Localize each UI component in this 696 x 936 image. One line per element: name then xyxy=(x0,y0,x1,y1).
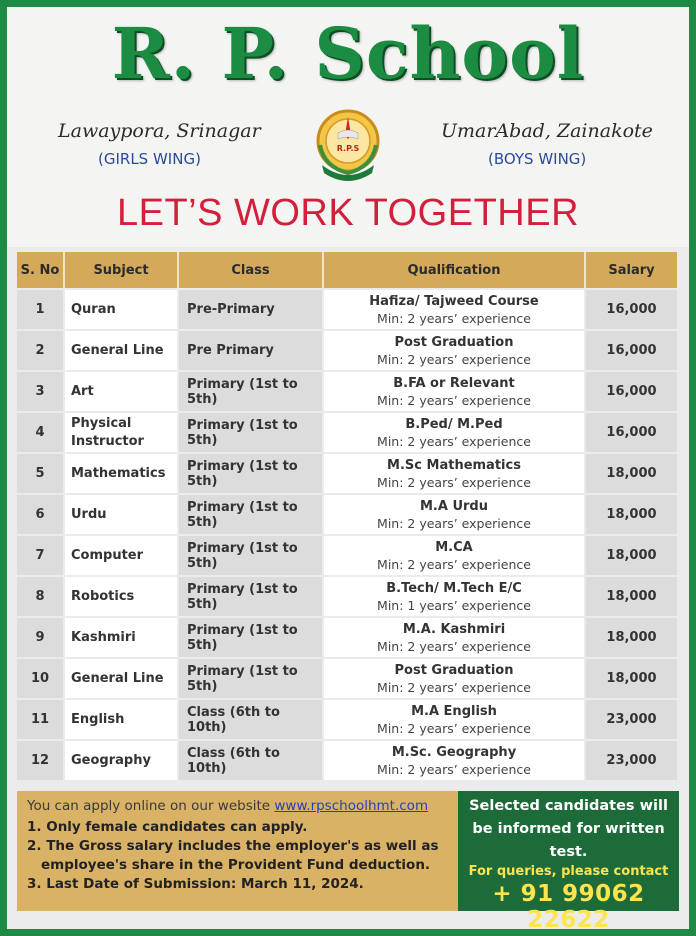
cell-sno: 10 xyxy=(17,659,65,698)
right-wing: (BOYS WING) xyxy=(488,150,587,168)
cell-subject: Art xyxy=(65,372,179,411)
cell-qualification xyxy=(324,700,586,739)
table-row xyxy=(17,618,677,657)
experience-text: Min: 2 years’ experience xyxy=(377,638,531,654)
cell-salary: 18,000 xyxy=(586,454,677,493)
cell-qualification xyxy=(324,290,586,329)
rule-item: 2. The Gross salary includes the employer's as well as employee's share in the Provident Fund deduction. xyxy=(27,838,439,873)
header-qualification: Qualification xyxy=(324,252,586,288)
qualification-text: B.FA or Relevant xyxy=(393,375,515,391)
table-row xyxy=(17,290,677,329)
header-sno: S. No xyxy=(17,252,65,288)
qualification-text: M.Sc Mathematics xyxy=(387,457,521,473)
table-header-row xyxy=(17,252,677,288)
cell-subject: English xyxy=(65,700,179,739)
rule-item: 3. Last Date of Submission: March 11, 2024. xyxy=(27,876,364,892)
cell-class: Primary (1st to 5th) xyxy=(179,577,324,616)
logo-text: R.P.S xyxy=(336,144,360,153)
apply-text: You can apply online on our website xyxy=(27,798,271,814)
cell-class: Pre Primary xyxy=(179,331,324,370)
cell-salary: 23,000 xyxy=(586,741,677,780)
contact-phone[interactable]: + 91 99062 22622 xyxy=(492,881,645,933)
contact-box xyxy=(458,791,679,933)
cell-class: Primary (1st to 5th) xyxy=(179,454,324,493)
qualification-text: M.CA xyxy=(435,539,473,555)
qualification-text: M.Sc. Geography xyxy=(391,744,517,760)
experience-text: Min: 2 years’ experience xyxy=(377,556,531,572)
cell-class: Primary (1st to 5th) xyxy=(179,536,324,575)
cell-sno: 9 xyxy=(17,618,65,657)
header-subject: Subject xyxy=(65,252,179,288)
cell-salary: 16,000 xyxy=(586,413,677,452)
table-row xyxy=(17,454,677,493)
cell-salary: 18,000 xyxy=(586,659,677,698)
rules-list xyxy=(27,818,448,894)
experience-text: Min: 2 years’ experience xyxy=(377,761,531,777)
cell-qualification xyxy=(324,741,586,780)
cell-salary: 18,000 xyxy=(586,536,677,575)
cell-qualification xyxy=(324,454,586,493)
apply-line xyxy=(27,798,448,814)
cell-qualification xyxy=(324,618,586,657)
cell-subject: Computer xyxy=(65,536,179,575)
cell-sno: 4 xyxy=(17,413,65,452)
experience-text: Min: 2 years’ experience xyxy=(377,720,531,736)
cell-class: Primary (1st to 5th) xyxy=(179,495,324,534)
cell-subject: Kashmiri xyxy=(65,618,179,657)
cell-class: Class (6th to 10th) xyxy=(179,700,324,739)
cell-salary: 18,000 xyxy=(586,618,677,657)
cell-qualification xyxy=(324,536,586,575)
table-row xyxy=(17,331,677,370)
cell-sno: 6 xyxy=(17,495,65,534)
left-wing: (GIRLS WING) xyxy=(98,150,201,168)
cell-class: Pre-Primary xyxy=(179,290,324,329)
cell-class: Primary (1st to 5th) xyxy=(179,372,324,411)
vacancy-table xyxy=(17,250,677,782)
table-row xyxy=(17,741,677,780)
cell-subject: Physical Instructor xyxy=(65,413,179,452)
qualification-text: B.Tech/ M.Tech E/C xyxy=(386,580,522,596)
cell-sno: 11 xyxy=(17,700,65,739)
cell-salary: 23,000 xyxy=(586,700,677,739)
table-row xyxy=(17,700,677,739)
qualification-text: Post Graduation xyxy=(394,334,514,350)
right-location: UmarAbad, Zainakote xyxy=(441,120,653,142)
header-salary: Salary xyxy=(586,252,677,288)
table-row xyxy=(17,577,677,616)
cell-subject: General Line xyxy=(65,331,179,370)
experience-text: Min: 2 years’ experience xyxy=(377,433,531,449)
tagline: LET’S WORK TOGETHER xyxy=(116,192,580,234)
cell-qualification xyxy=(324,331,586,370)
cell-subject: Robotics xyxy=(65,577,179,616)
table-row xyxy=(17,659,677,698)
cell-class: Primary (1st to 5th) xyxy=(179,618,324,657)
cell-subject: Urdu xyxy=(65,495,179,534)
table-row xyxy=(17,536,677,575)
experience-text: Min: 2 years’ experience xyxy=(377,392,531,408)
cell-sno: 8 xyxy=(17,577,65,616)
school-name: R. P. School xyxy=(111,12,585,95)
qualification-text: M.A English xyxy=(411,703,497,719)
cell-salary: 16,000 xyxy=(586,372,677,411)
cell-salary: 16,000 xyxy=(586,331,677,370)
selected-message: Selected candidates will be informed for written test. xyxy=(469,798,668,860)
cell-sno: 1 xyxy=(17,290,65,329)
experience-text: Min: 2 years’ experience xyxy=(377,474,531,490)
qualification-text: Post Graduation xyxy=(394,662,514,678)
qualification-text: Hafiza/ Tajweed Course xyxy=(369,293,539,309)
table-row xyxy=(17,372,677,411)
left-location: Lawaypora, Srinagar xyxy=(58,120,261,142)
qualification-text: B.Ped/ M.Ped xyxy=(405,416,503,432)
cell-sno: 2 xyxy=(17,331,65,370)
table-row xyxy=(17,495,677,534)
cell-salary: 18,000 xyxy=(586,495,677,534)
cell-class: Primary (1st to 5th) xyxy=(179,413,324,452)
qualification-text: M.A. Kashmiri xyxy=(402,621,506,637)
cell-subject: Quran xyxy=(65,290,179,329)
cell-salary: 18,000 xyxy=(586,577,677,616)
cell-sno: 7 xyxy=(17,536,65,575)
cell-qualification xyxy=(324,659,586,698)
experience-text: Min: 1 years’ experience xyxy=(377,597,531,613)
header-class: Class xyxy=(179,252,324,288)
cell-subject: Geography xyxy=(65,741,179,780)
cell-subject: Mathematics xyxy=(65,454,179,493)
cell-class: Primary (1st to 5th) xyxy=(179,659,324,698)
qualification-text: M.A Urdu xyxy=(420,498,488,514)
application-info xyxy=(17,791,458,911)
cell-salary: 16,000 xyxy=(586,290,677,329)
cell-sno: 12 xyxy=(17,741,65,780)
cell-qualification xyxy=(324,372,586,411)
cell-qualification xyxy=(324,413,586,452)
experience-text: Min: 2 years’ experience xyxy=(377,679,531,695)
rule-item: 1. Only female candidates can apply. xyxy=(27,819,308,835)
experience-text: Min: 2 years’ experience xyxy=(377,351,531,367)
cell-sno: 3 xyxy=(17,372,65,411)
cell-qualification xyxy=(324,495,586,534)
cell-class: Class (6th to 10th) xyxy=(179,741,324,780)
table-row xyxy=(17,413,677,452)
cell-sno: 5 xyxy=(17,454,65,493)
website-link[interactable]: www.rpschoolhmt.com xyxy=(274,798,429,814)
cell-subject: General Line xyxy=(65,659,179,698)
experience-text: Min: 2 years’ experience xyxy=(377,515,531,531)
school-logo-icon xyxy=(304,105,392,185)
cell-qualification xyxy=(324,577,586,616)
queries-label: For queries, please contact xyxy=(468,864,669,879)
experience-text: Min: 2 years’ experience xyxy=(377,310,531,326)
